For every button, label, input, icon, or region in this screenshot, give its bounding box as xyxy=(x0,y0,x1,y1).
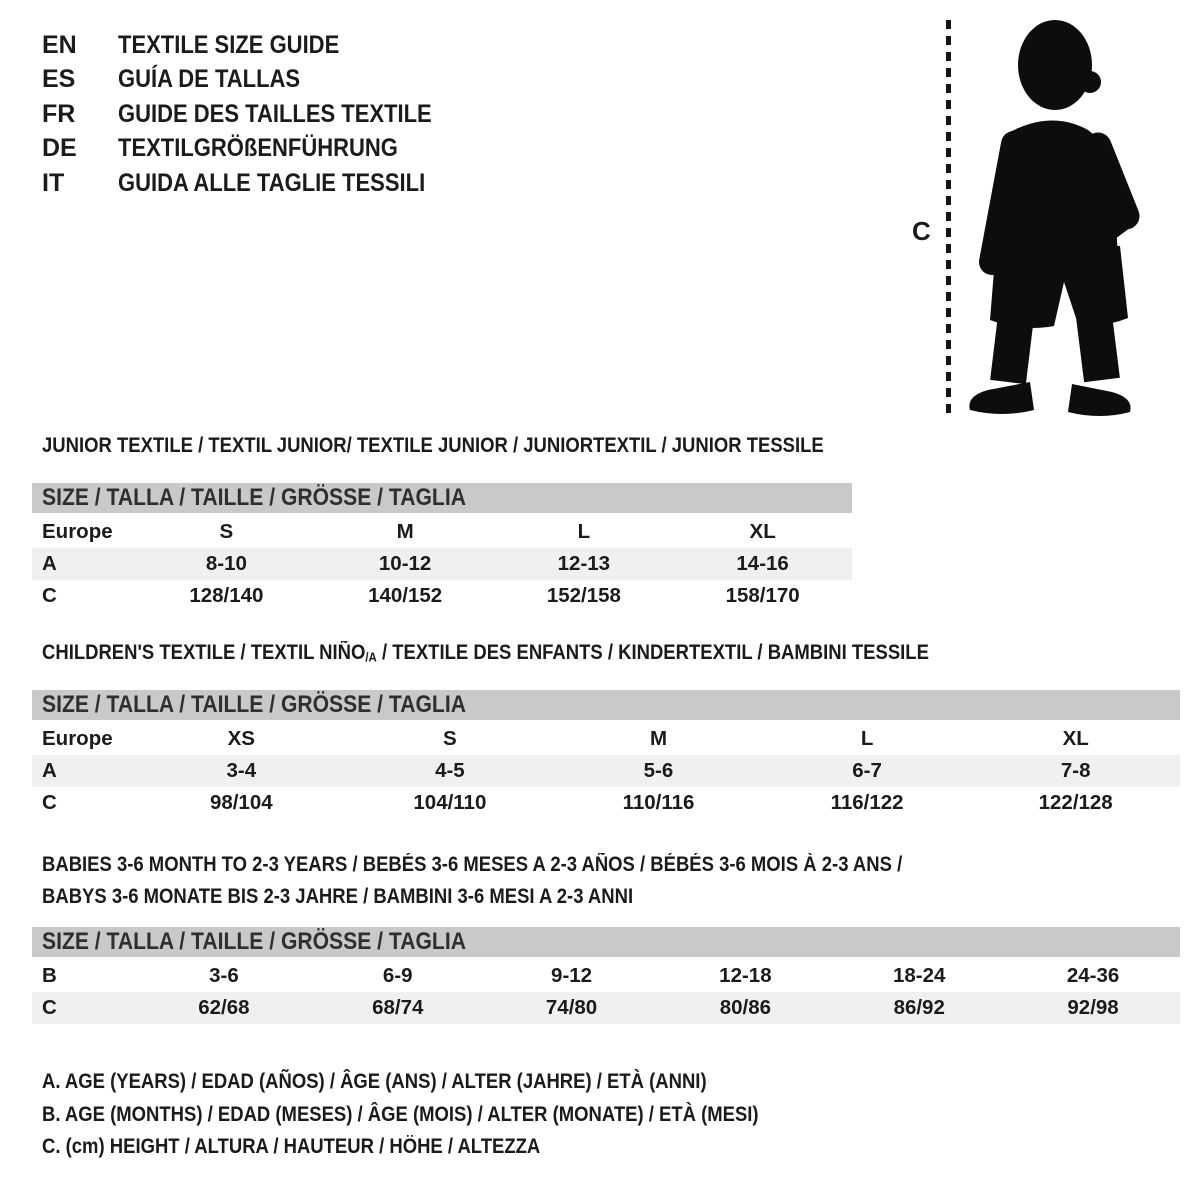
children-section-title xyxy=(42,641,1050,669)
months-cell: 3-6 xyxy=(209,964,239,987)
height-cell: 80/86 xyxy=(719,996,772,1019)
height-cell: 110/116 xyxy=(622,791,695,814)
children-section-title-text xyxy=(42,641,929,669)
height-cell: 104/110 xyxy=(413,791,487,814)
babies-row-height xyxy=(32,992,1180,1024)
guide-title-fr: GUIDE DES TAILLES TEXTILE xyxy=(118,99,432,128)
height-cell: 92/98 xyxy=(1067,996,1119,1019)
height-cell: 68/74 xyxy=(372,996,424,1019)
height-cell: 116/122 xyxy=(830,791,904,814)
legend-line-b xyxy=(42,1099,856,1132)
row-label: Europe xyxy=(42,727,113,750)
row-label: C xyxy=(42,996,57,1019)
children-title-part2: / TEXTILE DES ENFANTS / KINDERTEXTIL / BAMBINI TESSILE xyxy=(376,641,929,664)
height-cell: 158/170 xyxy=(725,584,800,607)
size-cell: M xyxy=(649,727,668,750)
row-label: Europe xyxy=(42,520,113,543)
language-code: EN xyxy=(42,30,77,59)
children-row-age xyxy=(32,755,1180,787)
height-cell: 62/68 xyxy=(198,996,250,1019)
months-cell: 24-36 xyxy=(1066,964,1120,987)
language-row-fr xyxy=(42,97,475,132)
size-cell: XS xyxy=(227,727,255,750)
legend-text-a: A. AGE (YEARS) / EDAD (AÑOS) / ÂGE (ANS) / ALTER (JAHRE) / ETÀ (ANNI) xyxy=(42,1070,707,1093)
language-code: IT xyxy=(42,168,65,197)
children-size-table xyxy=(32,690,1180,819)
height-cell: 152/158 xyxy=(546,584,621,607)
age-cell: 8-10 xyxy=(205,552,247,575)
title-language-list xyxy=(42,28,475,201)
row-label: A xyxy=(42,552,57,575)
row-label: C xyxy=(42,584,57,607)
height-cell: 98/104 xyxy=(209,791,273,814)
babies-section-title xyxy=(42,849,1020,913)
guide-title-en: TEXTILE SIZE GUIDE xyxy=(118,30,340,59)
size-cell: S xyxy=(443,727,457,750)
language-code: FR xyxy=(42,99,76,128)
size-cell: S xyxy=(219,520,234,543)
guide-title-de: TEXTILGRÖßENFÜHRUNG xyxy=(118,134,398,163)
children-row-height xyxy=(32,787,1180,819)
legend-line-c xyxy=(42,1131,856,1164)
babies-title-line2: BABYS 3-6 MONATE BIS 2-3 JAHRE / BAMBINI 3-6 MESI A 2-3 ANNI xyxy=(42,885,634,908)
junior-row-europe xyxy=(32,516,852,548)
months-cell: 9-12 xyxy=(551,964,593,987)
age-cell: 6-7 xyxy=(852,759,882,782)
height-cell: 74/80 xyxy=(545,996,598,1019)
guide-title-it: GUIDA ALLE TAGLIE TESSILI xyxy=(118,168,426,197)
language-row-it xyxy=(42,166,475,201)
row-label: C xyxy=(42,791,57,814)
toddler-silhouette-icon xyxy=(960,18,1140,420)
junior-size-table xyxy=(32,483,852,612)
children-row-europe xyxy=(32,723,1180,755)
junior-section-title xyxy=(42,434,930,458)
height-cell: 86/92 xyxy=(893,996,945,1019)
size-header-label: SIZE / TALLA / TAILLE / GRÖSSE / TAGLIA xyxy=(42,691,466,718)
junior-size-header-bar xyxy=(32,483,852,513)
age-cell: 10-12 xyxy=(378,552,432,575)
size-cell: XL xyxy=(749,520,776,543)
size-cell: L xyxy=(860,727,874,750)
babies-title-line1: BABIES 3-6 MONTH TO 2-3 YEARS / BEBÉS 3-6 MESES A 2-3 AÑOS / BÉBÉS 3-6 MOIS À 2-3 ANS / xyxy=(42,853,903,876)
height-cell: 122/128 xyxy=(1038,791,1113,814)
legend-text-b: B. AGE (MONTHS) / EDAD (MESES) / ÂGE (MOIS) / ALTER (MONATE) / ETÀ (MESI) xyxy=(42,1102,759,1126)
junior-row-age xyxy=(32,548,852,580)
age-cell: 5-6 xyxy=(643,759,674,782)
row-label: B xyxy=(42,964,57,987)
size-header-label: SIZE / TALLA / TAILLE / GRÖSSE / TAGLIA xyxy=(42,484,466,511)
size-header-label: SIZE / TALLA / TAILLE / GRÖSSE / TAGLIA xyxy=(42,928,466,955)
language-row-en xyxy=(42,28,475,63)
months-cell: 12-18 xyxy=(719,964,772,987)
legend-line-a xyxy=(42,1066,856,1099)
children-size-header-bar xyxy=(32,690,1180,720)
babies-size-table xyxy=(32,927,1180,1024)
height-measure-label: C xyxy=(912,216,931,246)
children-title-part1: CHILDREN'S TEXTILE / TEXTIL NIÑO xyxy=(42,641,366,664)
months-cell: 6-9 xyxy=(382,964,413,987)
language-code: DE xyxy=(42,134,77,163)
age-cell: 3-4 xyxy=(226,759,257,782)
legend-text-c: C. (cm) HEIGHT / ALTURA / HAUTEUR / HÖHE / ALTEZZA xyxy=(42,1135,541,1158)
age-cell: 12-13 xyxy=(557,552,611,575)
junior-section-title-text: JUNIOR TEXTILE / TEXTIL JUNIOR/ TEXTILE JUNIOR / JUNIORTEXTIL / JUNIOR TESSILE xyxy=(42,434,824,457)
children-title-sub: /A xyxy=(365,649,377,665)
size-cell: L xyxy=(577,520,591,543)
age-cell: 14-16 xyxy=(736,552,789,575)
age-cell: 4-5 xyxy=(435,759,465,782)
months-cell: 18-24 xyxy=(893,964,946,987)
age-cell: 7-8 xyxy=(1060,759,1091,782)
height-cell: 128/140 xyxy=(189,584,264,607)
language-row-es xyxy=(42,63,475,98)
size-cell: XL xyxy=(1062,727,1089,750)
language-code: ES xyxy=(42,65,76,94)
language-row-de xyxy=(42,132,475,167)
row-label: A xyxy=(42,759,57,782)
legend xyxy=(42,1066,856,1164)
babies-size-header-bar xyxy=(32,927,1180,957)
babies-row-months xyxy=(32,960,1180,992)
size-cell: M xyxy=(396,520,414,543)
height-cell: 140/152 xyxy=(368,584,443,607)
height-measure-line xyxy=(946,20,951,418)
junior-row-height xyxy=(32,580,852,612)
guide-title-es: GUÍA DE TALLAS xyxy=(118,65,301,94)
